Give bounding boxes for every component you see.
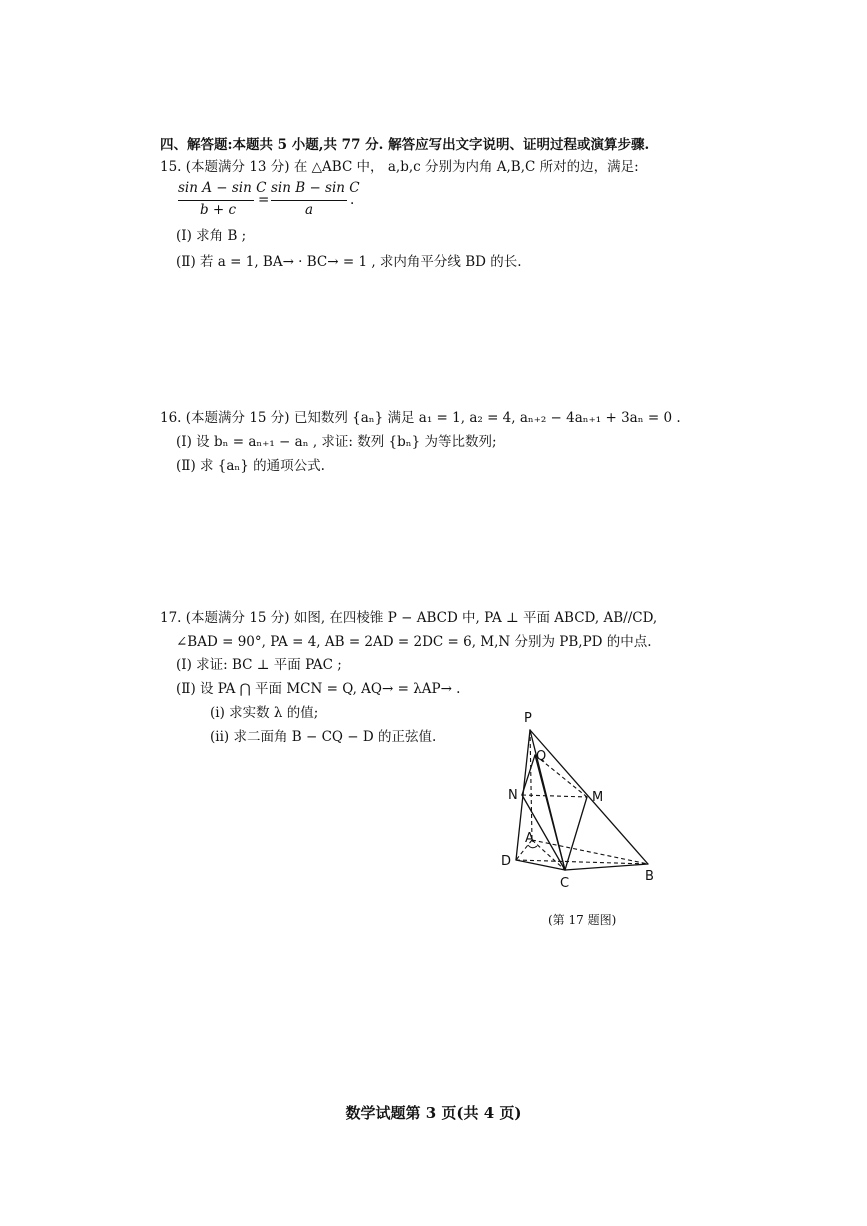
q15-frac-right-denominator: a bbox=[305, 202, 314, 218]
q17-sub1: (i) 求实数 λ 的值; bbox=[210, 705, 319, 721]
edge-PB bbox=[530, 730, 648, 864]
label-C: C bbox=[560, 876, 570, 891]
edge-PA-hidden bbox=[530, 730, 532, 840]
label-Q: Q bbox=[536, 749, 547, 764]
figure-caption: (第 17 题图) bbox=[548, 913, 617, 927]
q16-part1: (Ⅰ) 设 bₙ = aₙ₊₁ − aₙ , 求证: 数列 {bₙ} 为等比数列; bbox=[176, 434, 497, 450]
q15-frac-right-numerator: sin B − sin C bbox=[271, 180, 360, 196]
edge-CB bbox=[565, 864, 648, 870]
edge-QN bbox=[522, 755, 535, 795]
q15-frac-right-bar bbox=[271, 200, 347, 201]
edge-DC bbox=[516, 860, 565, 870]
edge-QC bbox=[535, 755, 565, 870]
page-footer: 数学试题第 3 页(共 4 页) bbox=[345, 1104, 522, 1122]
label-M: M bbox=[592, 790, 604, 805]
q15-part1: (Ⅰ) 求角 B ; bbox=[176, 228, 247, 244]
pyramid-figure bbox=[488, 700, 668, 895]
q17-part2: (Ⅱ) 设 PA ⋂ 平面 MCN = Q, AQ→ = λAP→ . bbox=[176, 681, 461, 697]
q15-frac-left-bar bbox=[178, 200, 254, 201]
q15-frac-left-numerator: sin A − sin C bbox=[178, 180, 267, 196]
label-N: N bbox=[508, 788, 518, 803]
edge-AC-hidden bbox=[532, 840, 565, 870]
label-A: A bbox=[525, 831, 534, 846]
q15-part2: (Ⅱ) 若 a = 1, BA→ · BC→ = 1 , 求内角平分线 BD 的长. bbox=[176, 254, 522, 270]
q16-part2: (Ⅱ) 求 {aₙ} 的通项公式. bbox=[176, 458, 325, 474]
q17-stem-line1: 17. (本题满分 15 分) 如图, 在四棱锥 P − ABCD 中, PA ⊥ 平面 ABCD, AB//CD, bbox=[160, 610, 658, 626]
label-B: B bbox=[645, 869, 654, 884]
q15-fraction-left bbox=[178, 180, 267, 220]
q15-stem: 15. (本题满分 13 分) 在 △ABC 中， a,b,c 分别为内角 A,B,C 所对的边，满足: bbox=[160, 159, 639, 175]
q15-fraction-right bbox=[271, 180, 360, 220]
q16-stem: 16. (本题满分 15 分) 已知数列 {aₙ} 满足 a₁ = 1, a₂ = 4, aₙ₊₂ − 4aₙ₊₁ + 3aₙ = 0 . bbox=[160, 410, 681, 426]
q15-frac-left-denominator: b + c bbox=[200, 202, 237, 218]
q15-frac-end-dot: . bbox=[350, 192, 355, 208]
edge-MC bbox=[565, 797, 587, 870]
q17-part1: (Ⅰ) 求证: BC ⊥ 平面 PAC ; bbox=[176, 657, 342, 673]
q17-sub2: (ii) 求二面角 B − CQ − D 的正弦值. bbox=[210, 729, 437, 745]
q15-equals: = bbox=[258, 192, 270, 208]
section-header: 四、解答题:本题共 5 小题,共 77 分. 解答应写出文字说明、证明过程或演算步骤. bbox=[160, 137, 650, 153]
q17-stem-line2: ∠BAD = 90°, PA = 4, AB = 2AD = 2DC = 6, M,N 分别为 PB,PD 的中点. bbox=[176, 634, 652, 650]
label-D: D bbox=[501, 854, 512, 869]
label-P: P bbox=[524, 711, 532, 726]
